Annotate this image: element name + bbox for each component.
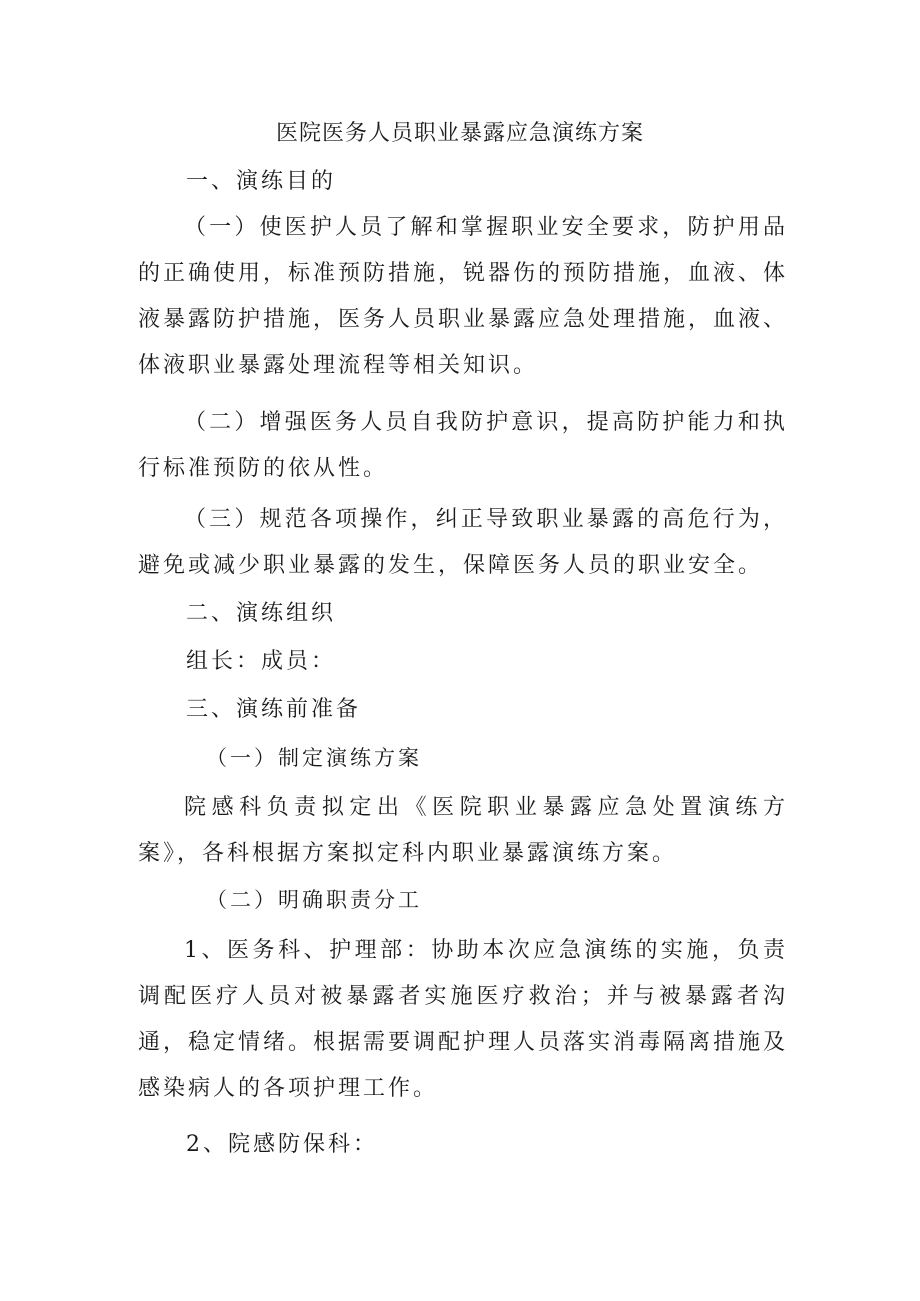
- section-heading-preparation: 三、演练前准备: [186, 697, 362, 722]
- purpose-paragraph-2: （二）增强医务人员自我防护意识，提高防护能力和执行标准预防的依从性。: [138, 410, 788, 481]
- duty-item-1: 1、医务科、护理部：协助本次应急演练的实施，负责调配医疗人员对被暴露者实施医疗救治；并与被暴露者沟通，稳定情绪。根据需要调配护理人员落实消毒隔离措施及感染病人的各项护理工作。: [138, 938, 789, 1101]
- subheading-duties: （二）明确职责分工: [206, 888, 422, 912]
- section-heading-organization: 二、演练组织: [186, 601, 337, 626]
- plan-paragraph: 院感科负责拟定出《医院职业暴露应急处置演练方案》，各科根据方案拟定科内职业暴露演练方案。: [138, 795, 788, 866]
- organization-members: 组长：成员：: [186, 649, 337, 674]
- section-heading-purpose: 一、演练目的: [186, 169, 337, 194]
- purpose-paragraph-3: （三）规范各项操作，纠正导致职业暴露的高危行为，避免或减少职业暴露的发生，保障医务人员的职业安全。: [138, 507, 788, 578]
- document-title: 医院医务人员职业暴露应急演练方案: [275, 121, 644, 146]
- purpose-paragraph-1: （一）使医护人员了解和掌握职业安全要求，防护用品的正确使用，标准预防措施，锐器伤的预防措施，血液、体液暴露防护措施，医务人员职业暴露应急处理措施，血液、体液职业暴露处理流程等相关知识。: [138, 215, 789, 378]
- duty-item-2: 2、院感防保科：: [186, 1132, 378, 1157]
- subheading-plan: （一）制定演练方案: [206, 746, 422, 770]
